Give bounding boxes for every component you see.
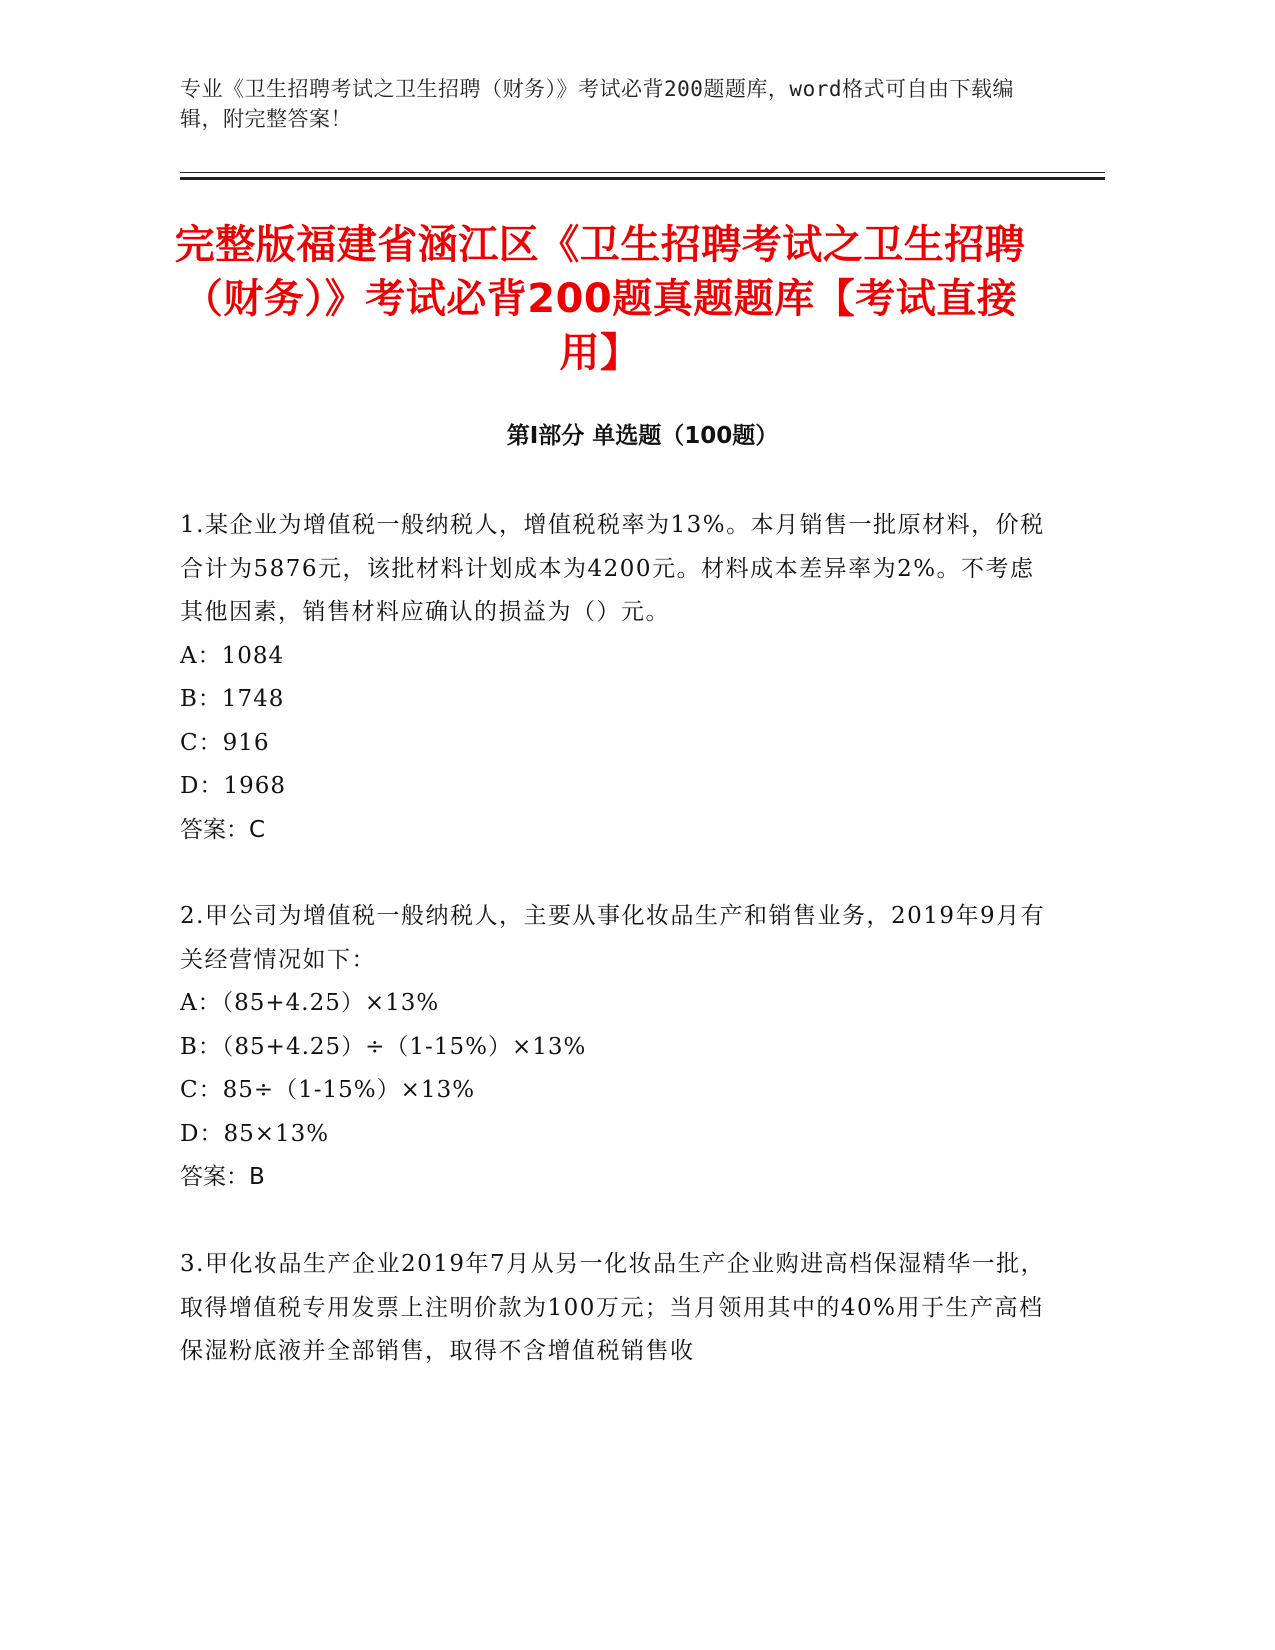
question-stem: 3.甲化妆品生产企业2019年7月从另一化妆品生产企业购进高档保湿精华一批，取得增值税专用发票上注明价款为100万元；当月领用其中的40%用于生产高档保湿粉底液并全部销售，取得不含增值税销售收: [180, 1251, 1046, 1364]
option-a: A：（85+4.25）×13%: [180, 990, 440, 1016]
question-stem: 2.甲公司为增值税一般纳税人，主要从事化妆品生产和销售业务，2019年9月有关经营情况如下：: [180, 903, 1046, 973]
question-3: [180, 1243, 1050, 1374]
header-note: 专业《卫生招聘考试之卫生招聘（财务）》考试必背200题题库，word格式可自由下载编辑，附完整答案！: [180, 77, 1014, 131]
header-divider-thick: [180, 177, 1105, 180]
section-title: 第Ⅰ部分 单选题（100题）: [506, 423, 779, 449]
option-b: B：1748: [180, 686, 285, 712]
answer: 答案：C: [180, 816, 266, 843]
option-a: A：1084: [180, 642, 285, 669]
document-title: 完整版福建省涵江区《卫生招聘考试之卫生招聘（财务）》考试必背200题真题题库【考试直接用】: [174, 222, 1026, 376]
answer: 答案：B: [180, 1164, 265, 1190]
question-stem: 1.某企业为增值税一般纳税人，增值税税率为13%。本月销售一批原材料，价税合计为5876元，该批材料计划成本为4200元。材料成本差异率为2%。不考虑其他因素，销售材料应确认的损益为（）元。: [180, 512, 1045, 625]
option-d: D：85×13%: [180, 1120, 330, 1147]
option-c: C：916: [180, 729, 270, 756]
question-2: [180, 895, 1050, 1200]
option-d: D：1968: [180, 773, 286, 799]
option-b: B：（85+4.25）÷（1-15%）×13%: [180, 1033, 587, 1060]
option-c: C：85÷（1-15%）×13%: [180, 1077, 476, 1103]
question-1: [180, 504, 1050, 852]
header-divider-thin: [180, 172, 1105, 173]
